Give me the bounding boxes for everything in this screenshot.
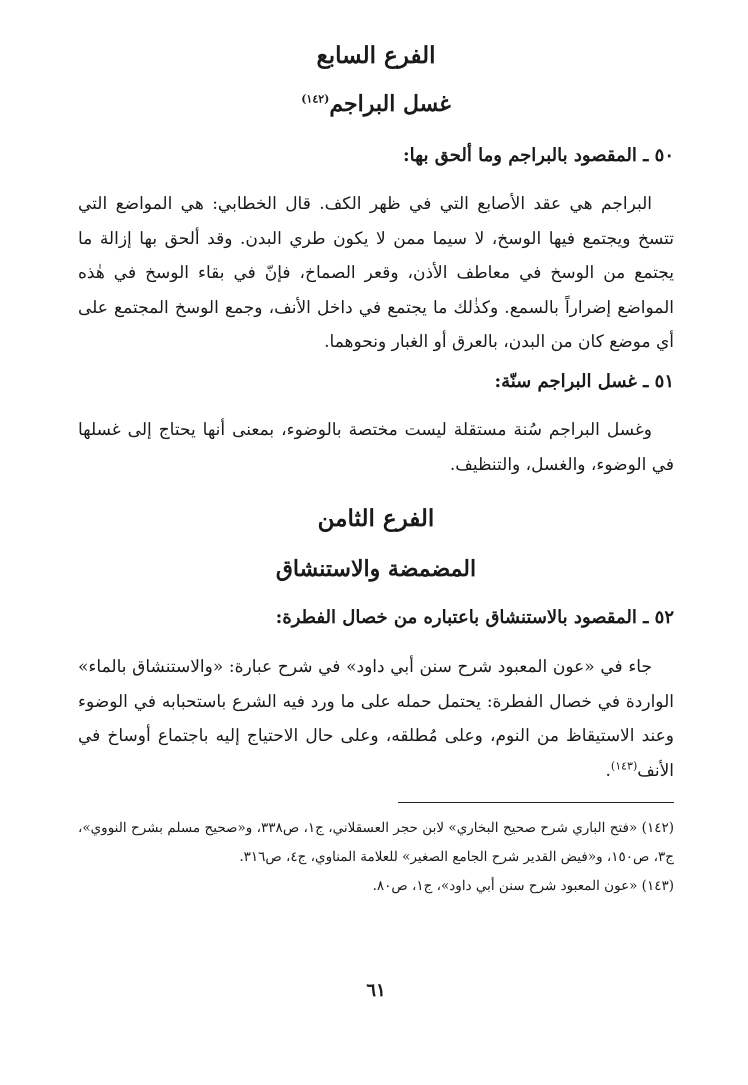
book-page [78,0,674,1085]
footnote-separator [398,802,674,803]
section52-heading: ٥٢ ـ المقصود بالاستنشاق باعتباره من خصال الفطرة: [275,607,674,628]
section50-heading: ٥٠ ـ المقصود بالبراجم وما ألحق بها: [403,145,674,166]
branch7-subtitle [78,88,674,120]
section50-paragraph: البراجم هي عقد الأصابع التي في ظهر الكف. قال الخطابي: هي المواضع التي تتسخ ويجتمع فيها الوسخ، لا سيما ممن لا يكون طري البدن. وقد ألحق بها إزالة ما يجتمع من الوسخ في معاطف الأذن، وقعر الصماخ، فإنّ في بقاء الوسخ في هٰذه المواضع إضراراً بالسمع. وكذٰلك ما يجتمع في داخل الأنف، وجمع الوسخ المجتمع على أي موضع كان من البدن، بالعرق أو الغبار ونحوهما. [78,194,674,352]
branch8-subtitle: المضمضة والاستنشاق [275,556,477,582]
footnote-ref-142: (١٤٢) [301,92,330,106]
footnote-142: (١٤٢) «فتح الباري شرح صحيح البخاري» لابن حجر العسقلاني، ج١، ص٣٣٨، و«صحيح مسلم بشرح النووي»، ج٣، ص١٥٠، و«فيض القدير شرح الجامع الصغير» للعلامة المناوي، ج٤، ص٣١٦. [78,820,674,865]
branch8-title: الفرع الثامن [317,505,435,532]
page-number: ٦١ [366,980,386,1001]
branch7-subtitle-text: غسل البراجم [329,91,451,117]
footnote-143: (١٤٣) «عون المعبود شرح سنن أبي داود»، ج١، ص٨٠. [372,878,674,894]
footnote-ref-143: (١٤٣) [610,758,638,772]
section52-text-end: . [605,760,611,781]
section52-paragraph [78,650,674,788]
section51-paragraph: وغسل البراجم سُنة مستقلة ليست مختصة بالوضوء، بمعنى أنها يحتاج إلى غسلها في الوضوء، والغسل، والتنظيف. [78,420,674,475]
section51-heading: ٥١ ـ غسل البراجم سنّة: [494,371,674,392]
footnotes [78,814,674,901]
branch7-title: الفرع السابع [316,42,436,69]
section52-text: جاء في «عون المعبود شرح سنن أبي داود» في شرح عبارة: «والاستنشاق بالماء» الواردة في خصال الفطرة: يحتمل حمله على ما ورد فيه الشرع باستحبابه في الوضوء وعند الاستيقاظ من النوم، وعلى مُطلقه، وعلى حال الاحتياج إليه باجتماع أوساخ في الأنف [78,657,674,781]
